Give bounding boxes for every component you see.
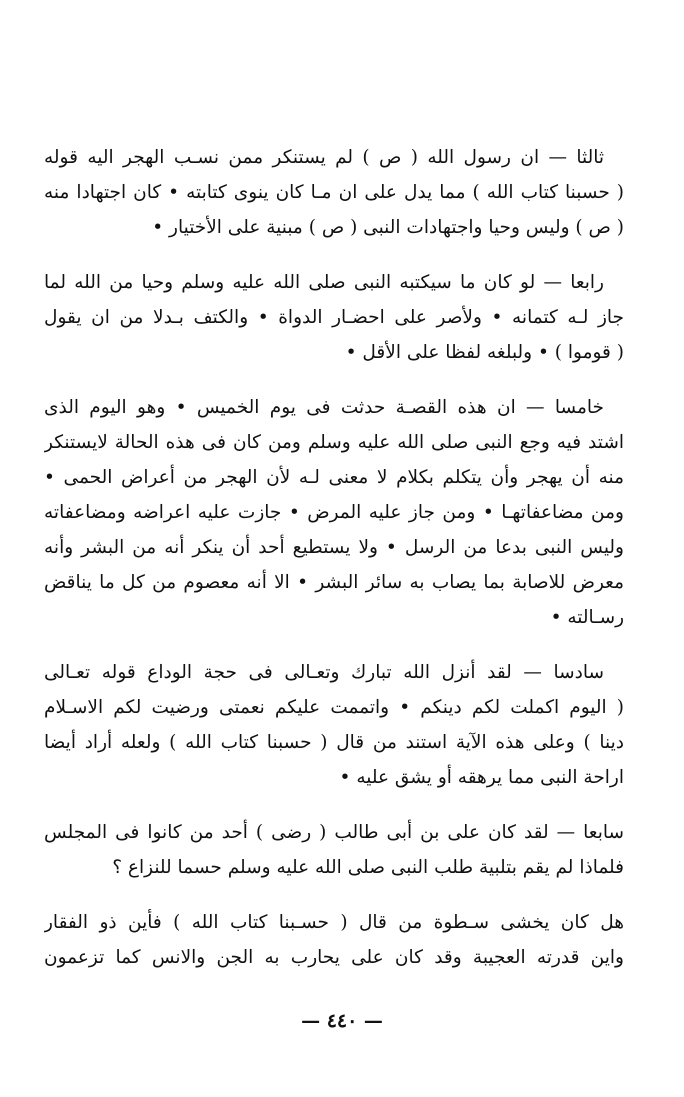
text-line: فلماذا لم يقم بتلبية طلب النبى صلى الله عليه وسلم حسما للنزاع ؟ bbox=[112, 857, 624, 878]
text-line: دينا ) وعلى هذه الآية استند من قال ( حسبنا كتاب الله ) ولعله أراد أيضا bbox=[44, 732, 624, 753]
text-line: هل كان يخشى سـطوة من قال ( حسـبنا كتاب الله ) فأين ذو الفقار bbox=[44, 912, 624, 933]
paragraph-question bbox=[44, 905, 624, 975]
text-line: خامسا — ان هذه القصـة حدثت فى يوم الخميس • وهو اليوم الذى bbox=[44, 397, 604, 418]
text-line: منه أن يهجر وأن يتكلم بكلام لا معنى لـه لأن الهجر من أعراض الحمى • bbox=[44, 467, 624, 488]
paragraph-fourth bbox=[44, 265, 624, 370]
text-line: جاز لـه كتمانه • ولأصر على احضـار الدواة • والكتف بـدلا من ان يقول bbox=[44, 307, 624, 328]
text-line: واين قدرته العجيبة وقد كان على يحارب به الجن والانس كما تزعمون bbox=[44, 947, 624, 968]
text-line: ( حسبنا كتاب الله ) مما يدل على ان مـا كان ينوى كتابته • كان اجتهادا منه bbox=[44, 182, 624, 203]
paragraph-third bbox=[44, 140, 624, 245]
paragraph-sixth bbox=[44, 655, 624, 795]
paragraph-seventh bbox=[44, 815, 624, 885]
text-line: ومن مضاعفاتهـا • ومن جاز عليه المرض • جازت عليه اعراضه ومضاعفاته bbox=[44, 502, 624, 523]
page-number: — ٤٤٠ — bbox=[301, 1010, 383, 1032]
text-line: ( قوموا ) • ولبلغه لفظا على الأقل • bbox=[345, 342, 624, 363]
text-line: رسـالته • bbox=[550, 607, 624, 628]
text-line: سابعا — لقد كان على بن أبى طالب ( رضى ) أحد من كانوا فى المجلس bbox=[44, 822, 624, 843]
text-line: معرض للاصابة بما يصاب به سائر البشر • الا أنه معصوم من كل ما يناقض bbox=[44, 572, 624, 593]
text-line: ثالثا — ان رسول الله ( ص ) لم يستنكر ممن نسـب الهجر اليه قوله bbox=[44, 147, 604, 168]
page-body bbox=[44, 140, 624, 1060]
text-line: اشتد فيه وجع النبى صلى الله عليه وسلم ومن كان فى هذه الحالة لايستنكر bbox=[44, 432, 624, 453]
text-line: ( ص ) وليس وحيا واجتهادات النبى ( ص ) مبنية على الأختيار • bbox=[152, 217, 624, 238]
text-line: سادسا — لقد أنزل الله تبارك وتعـالى فى حجة الوداع قوله تعـالى bbox=[44, 662, 604, 683]
text-line: رابعا — لو كان ما سيكتبه النبى صلى الله عليه وسلم وحيا من الله لما bbox=[44, 272, 604, 293]
text-line: وليس النبى بدعا من الرسل • ولا يستطيع أحد أن ينكر أنه من البشر وأنه bbox=[44, 537, 624, 558]
paragraph-fifth bbox=[44, 390, 624, 635]
text-line: ( اليوم اكملت لكم دينكم • واتممت عليكم نعمتى ورضيت لكم الاسـلام bbox=[44, 697, 624, 718]
text-line: اراحة النبى مما يرهقه أو يشق عليه • bbox=[339, 767, 624, 788]
